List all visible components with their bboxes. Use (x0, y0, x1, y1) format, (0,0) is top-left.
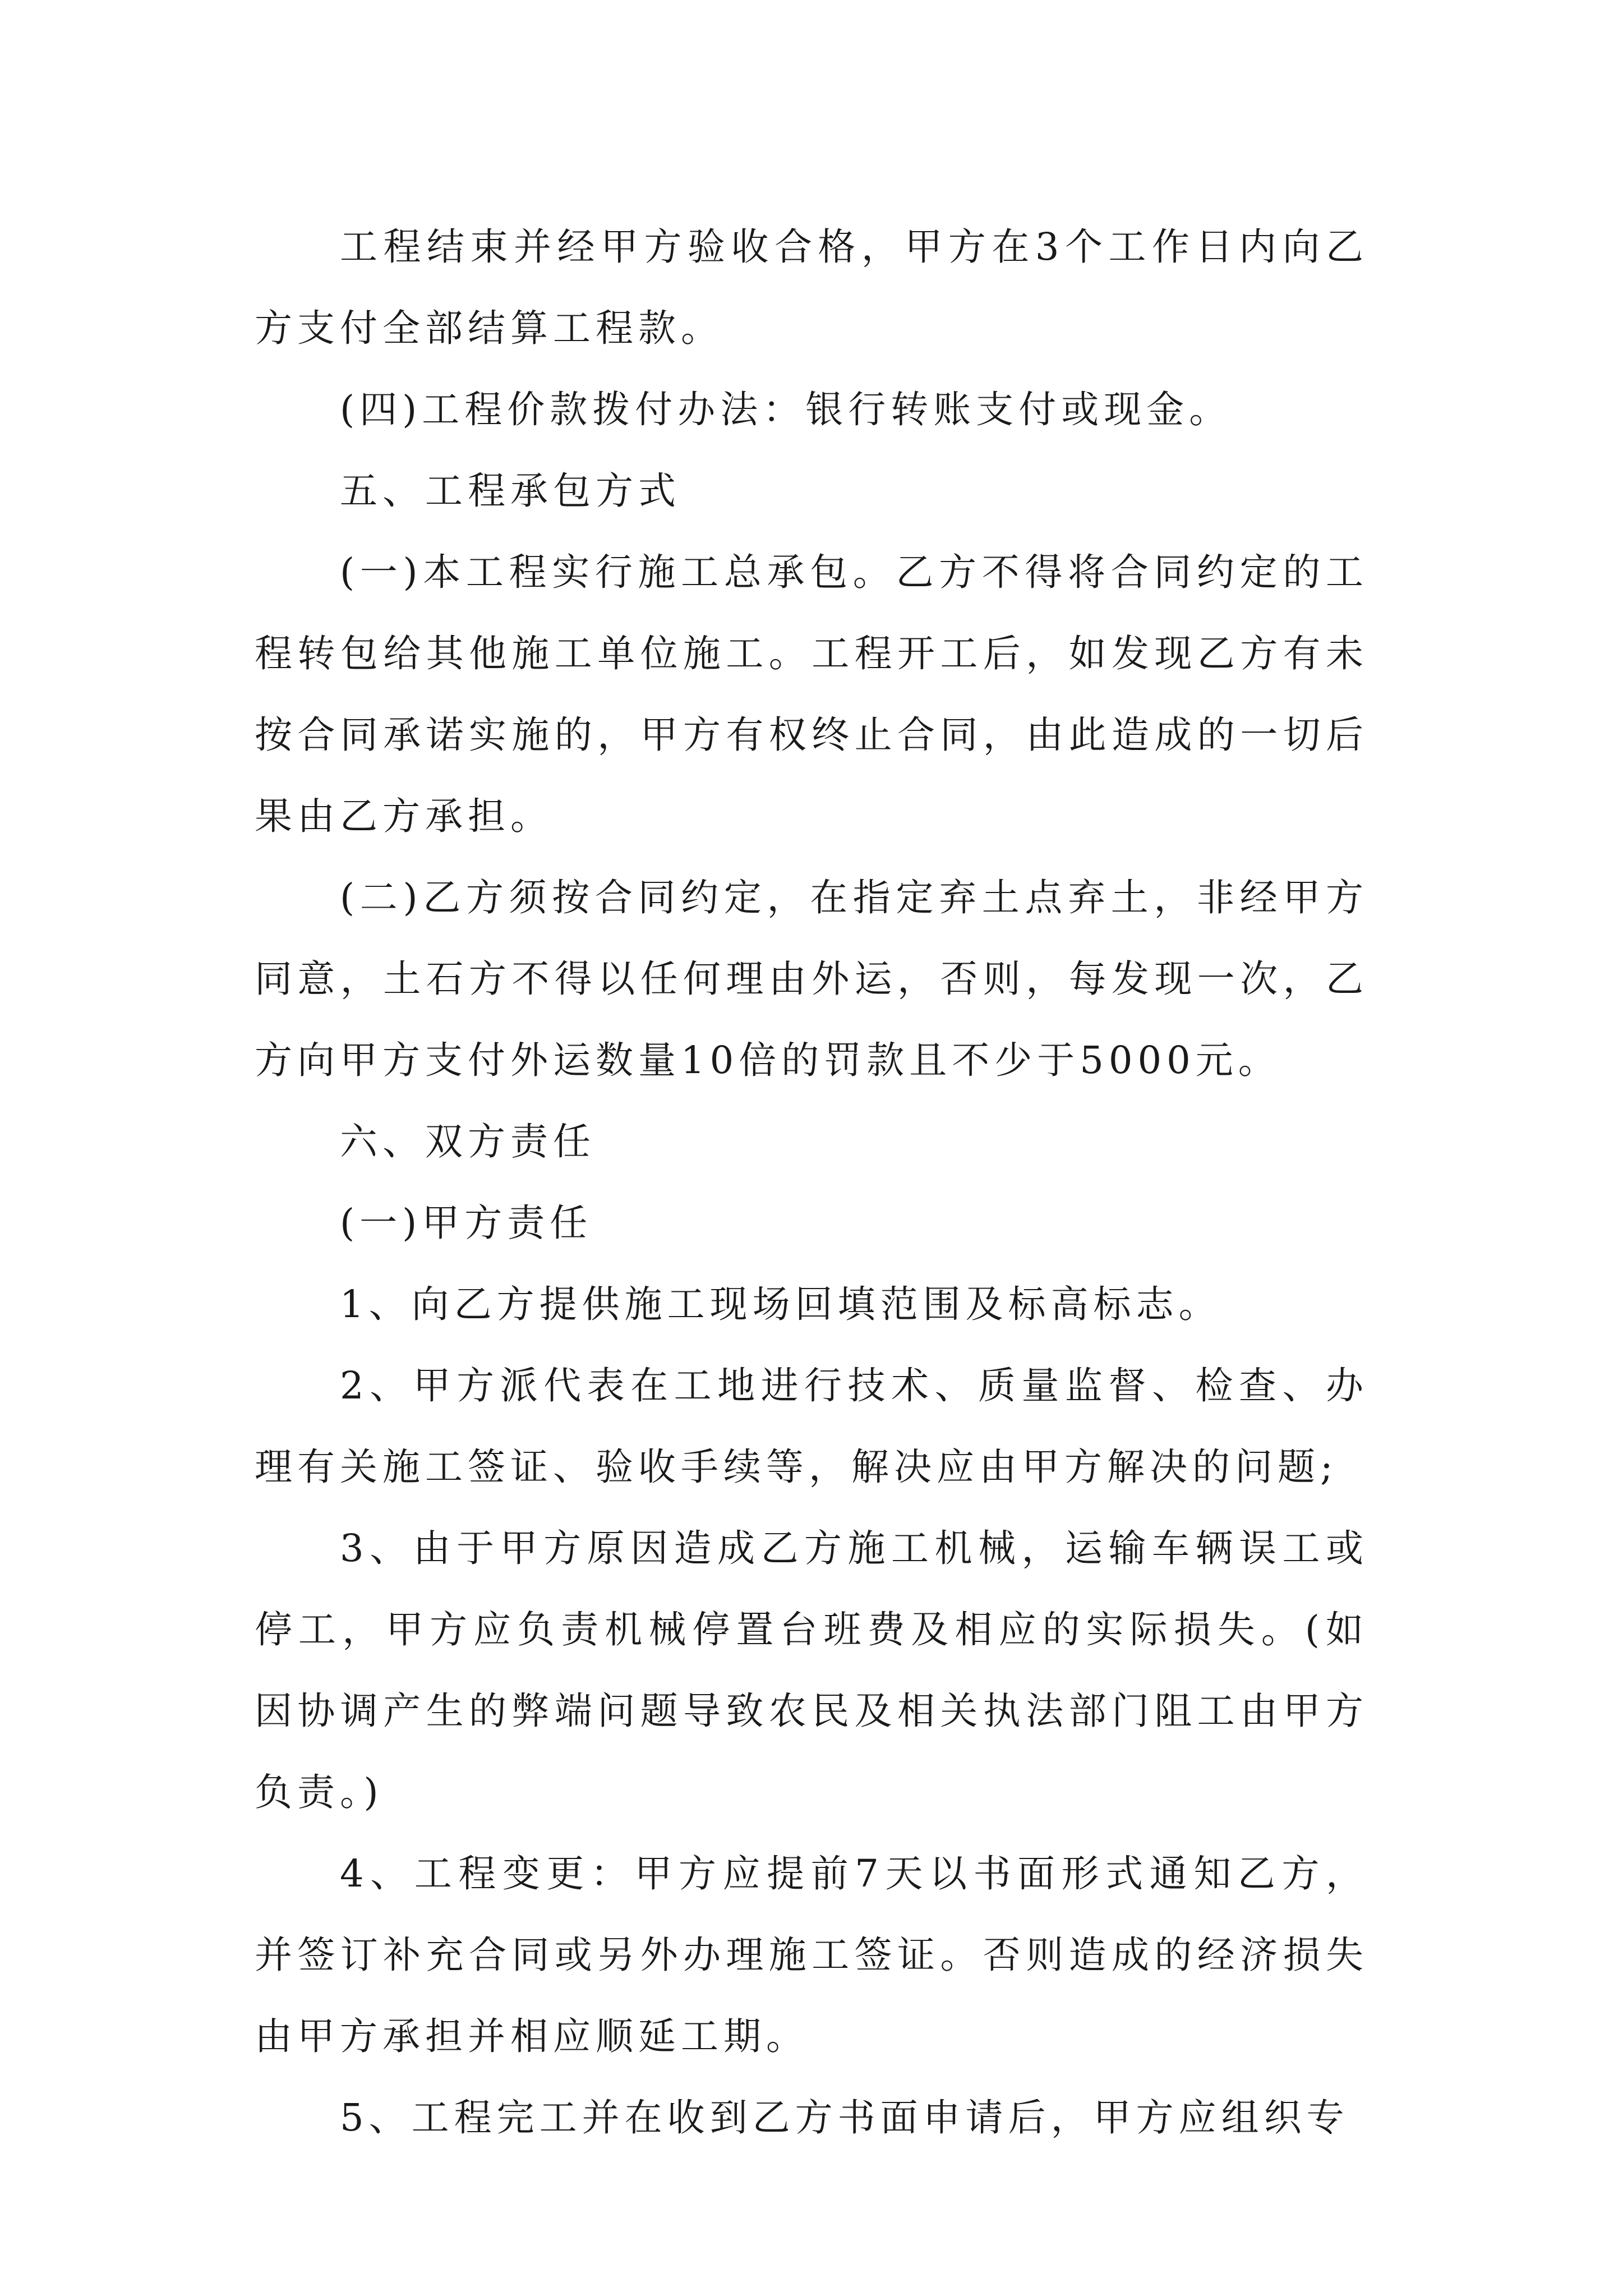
paragraph-settlement-payment: 工程结束并经甲方验收合格，甲方在3个工作日内向乙方支付全部结算工程款。 (255, 225, 1368, 350)
paragraph-spoil-disposal: (二)乙方须按合同约定，在指定弃土点弃土，非经甲方同意，土石方不得以任何理由外运，否则，每发现一次，乙方向甲方支付外运数量10倍的罚款且不少于5000元。 (255, 876, 1368, 1082)
paragraph-payment-method: (四)工程价款拨付办法：银行转账支付或现金。 (340, 388, 1232, 431)
subheading-party-a-responsibilities: (一)甲方责任 (340, 1201, 593, 1245)
list-item-4: 4、工程变更：甲方应提前7天以书面形式通知乙方，并签订补充合同或另外办理施工签证。否则造成的经济损失由甲方承担并相应顺延工期。 (255, 1852, 1368, 2058)
section-heading-responsibilities: 六、双方责任 (340, 1120, 596, 1163)
list-item-3: 3、由于甲方原因造成乙方施工机械，运输车辆误工或停工，甲方应负责机械停置台班费及相应的实际损失。(如因协调产生的弊端问题导致农民及相关执法部门阻工由甲方负责。) (255, 1526, 1368, 1814)
list-item-1: 1、向乙方提供施工现场回填范围及标高标志。 (340, 1282, 1221, 1326)
paragraph-general-contracting: (一)本工程实行施工总承包。乙方不得将合同约定的工程转包给其他施工单位施工。工程开工后，如发现乙方有未按合同承诺实施的，甲方有权终止合同，由此造成的一切后果由乙方承担。 (255, 550, 1368, 838)
section-heading-contract-mode: 五、工程承包方式 (340, 469, 681, 513)
list-item-5: 5、工程完工并在收到乙方书面申请后，甲方应组织专 (340, 2096, 1349, 2139)
list-item-2: 2、甲方派代表在工地进行技术、质量监督、检查、办理有关施工签证、验收手续等，解决应由甲方解决的问题; (255, 1364, 1368, 1489)
